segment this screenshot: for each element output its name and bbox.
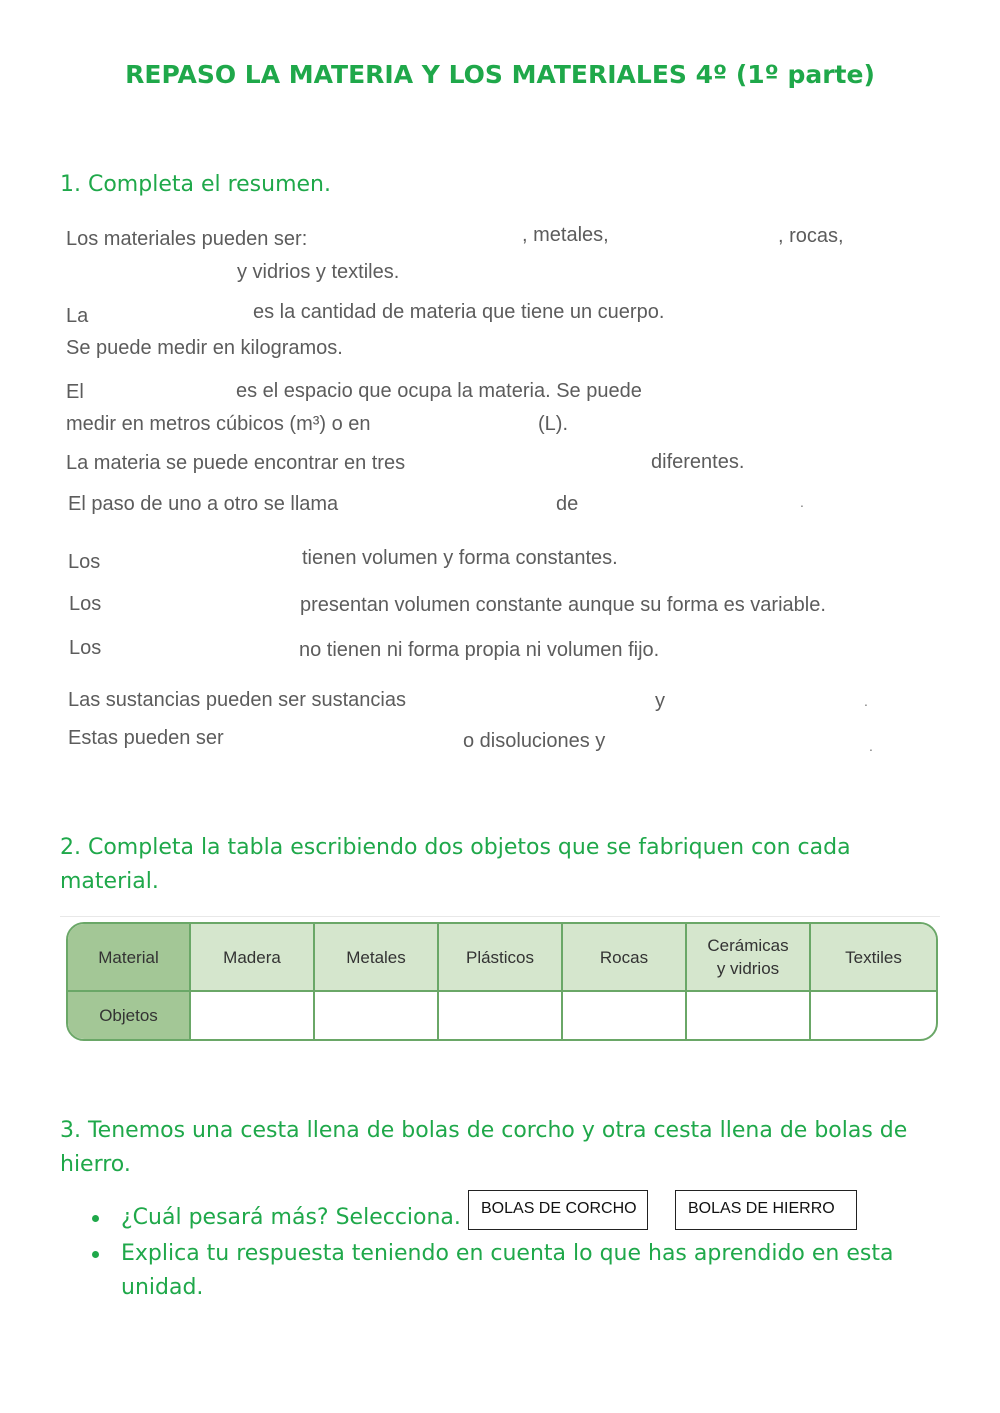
q3-heading-line2: hierro. bbox=[60, 1152, 131, 1177]
q1-line2-unit: Se puede medir en kilogramos. bbox=[66, 337, 343, 359]
q2-heading-line1: 2. Completa la tabla escribiendo dos objetos que se fabriquen con cada bbox=[60, 835, 851, 860]
option-bolas-corcho-button[interactable]: BOLAS DE CORCHO bbox=[468, 1190, 648, 1230]
table-cell-rocas[interactable] bbox=[563, 992, 687, 1039]
q3-bullet2-line1: Explica tu respuesta teniendo en cuenta lo que has aprendido en esta bbox=[121, 1241, 894, 1266]
q1-heading: 1. Completa el resumen. bbox=[60, 172, 331, 197]
q1-line5-de: de bbox=[556, 493, 579, 515]
q1-line2-masa-def: es la cantidad de materia que tiene un cuerpo. bbox=[253, 301, 665, 323]
q1-line5-start: El paso de uno a otro se llama bbox=[68, 493, 339, 515]
q2-heading-line2: material. bbox=[60, 869, 159, 894]
q1-line10-period: . bbox=[869, 738, 873, 754]
q1-line9-period: . bbox=[864, 693, 868, 709]
option-bolas-hierro-button[interactable]: BOLAS DE HIERRO bbox=[675, 1190, 857, 1230]
q1-line2-start: La bbox=[66, 305, 89, 327]
bullet-icon bbox=[92, 1215, 99, 1222]
table-header-material: Material bbox=[68, 924, 191, 992]
q1-line6-solidos: tienen volumen y forma constantes. bbox=[302, 547, 618, 569]
q1-line1-rocas: , rocas, bbox=[778, 225, 844, 247]
q1-line5-period: . bbox=[800, 494, 804, 510]
table-cell-textiles[interactable] bbox=[811, 992, 936, 1039]
q1-line9-y: y bbox=[655, 690, 665, 712]
q1-line7-liquidos: presentan volumen constante aunque su forma es variable. bbox=[300, 594, 826, 616]
table-header-plasticos: Plásticos bbox=[439, 924, 563, 992]
table-top-divider bbox=[60, 916, 940, 917]
q1-line3-litros: (L). bbox=[538, 413, 568, 435]
table-cell-plasticos[interactable] bbox=[439, 992, 563, 1039]
q1-line3-units: medir en metros cúbicos (m³) o en bbox=[66, 413, 371, 435]
q1-line4-end: diferentes. bbox=[651, 451, 745, 473]
table-header-ceramicas: Cerámicas y vidrios bbox=[687, 924, 811, 992]
q3-bullet2-line2: unidad. bbox=[121, 1275, 204, 1300]
q1-line10-start: Estas pueden ser bbox=[68, 727, 224, 749]
materials-table bbox=[66, 922, 938, 1041]
table-cell-ceramicas[interactable] bbox=[687, 992, 811, 1039]
q1-line1-metales: , metales, bbox=[522, 224, 609, 246]
table-header-madera: Madera bbox=[191, 924, 315, 992]
page-title: REPASO LA MATERIA Y LOS MATERIALES 4º (1º parte) bbox=[125, 60, 875, 89]
table-header-rocas: Rocas bbox=[563, 924, 687, 992]
table-row-objetos-label: Objetos bbox=[68, 992, 191, 1039]
table-header-textiles: Textiles bbox=[811, 924, 936, 992]
q1-line3-volumen-def: es el espacio que ocupa la materia. Se puede bbox=[236, 380, 642, 402]
q3-bullet1: ¿Cuál pesará más? Selecciona. bbox=[121, 1205, 461, 1230]
table-cell-madera[interactable] bbox=[191, 992, 315, 1039]
q1-line3-start: El bbox=[66, 381, 84, 403]
q1-line8-start: Los bbox=[69, 637, 102, 659]
q1-line4-start: La materia se puede encontrar en tres bbox=[66, 452, 406, 474]
q1-line10-disoluciones: o disoluciones y bbox=[463, 730, 606, 752]
q1-line1-start: Los materiales pueden ser: bbox=[66, 228, 308, 250]
q1-line9-start: Las sustancias pueden ser sustancias bbox=[68, 689, 406, 711]
table-cell-metales[interactable] bbox=[315, 992, 439, 1039]
bullet-icon bbox=[92, 1251, 99, 1258]
table-header-metales: Metales bbox=[315, 924, 439, 992]
q1-line1-end: y vidrios y textiles. bbox=[237, 261, 400, 283]
q1-line8-gases: no tienen ni forma propia ni volumen fijo. bbox=[299, 639, 660, 661]
q1-line6-start: Los bbox=[68, 551, 101, 573]
q3-heading-line1: 3. Tenemos una cesta llena de bolas de corcho y otra cesta llena de bolas de bbox=[60, 1118, 908, 1143]
q1-line7-start: Los bbox=[69, 593, 102, 615]
